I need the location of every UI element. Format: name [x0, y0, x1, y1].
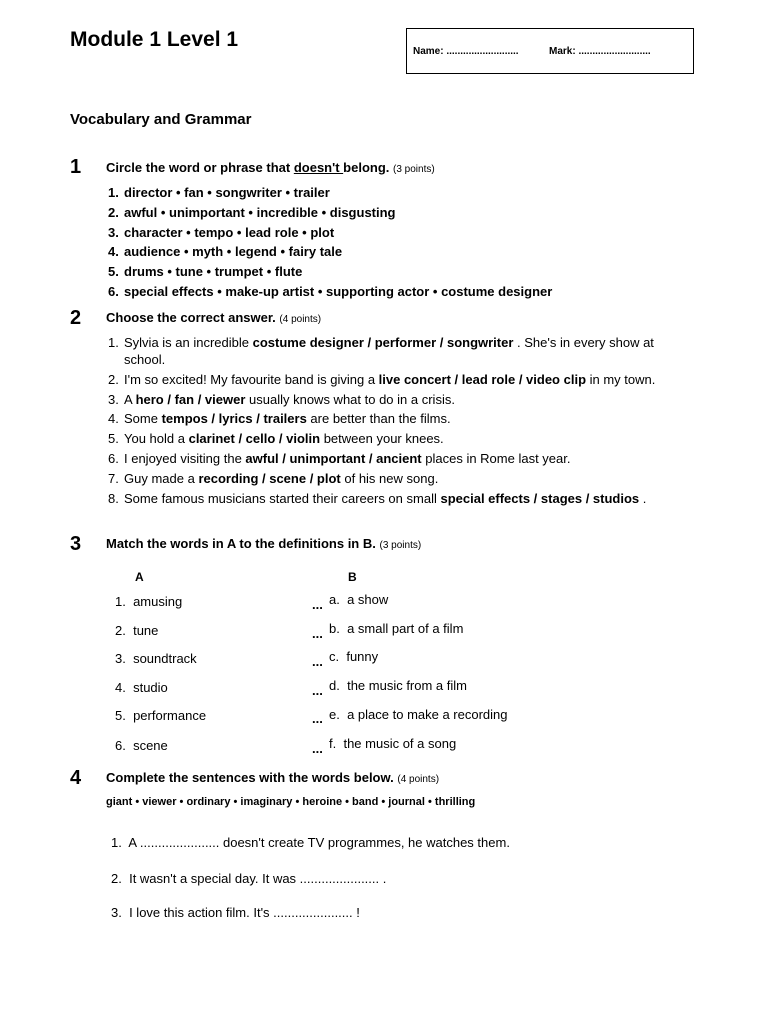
question-4-instruction: Complete the sentences with the words below. (4 points) [106, 770, 440, 785]
answer-blank: ... [312, 597, 323, 612]
list-item: 8. Some famous musicians started their careers on small special effects / stages / studios . [108, 490, 647, 506]
list-item: 3. A hero / fan / viewer usually knows what to do in a crisis. [108, 391, 455, 407]
match-word: 6. scene [115, 738, 168, 753]
list-item: 4. audience • myth • legend • fairy tale [108, 244, 343, 260]
match-definition: e. a place to make a recording [329, 707, 508, 722]
list-item: 1. A ...................... doesn't create TV programmes, he watches them. [111, 835, 510, 850]
section-heading: Vocabulary and Grammar [70, 111, 252, 128]
question-3-instruction: Match the words in A to the definitions in B. (3 points) [106, 536, 422, 551]
underlined-doesnt: doesn't [293, 160, 344, 175]
list-item: 1. Sylvia is an incredible costume designer / performer / songwriter . She's in every show at school. [108, 335, 654, 367]
match-definition: b. a small part of a film [329, 621, 464, 636]
match-definition: f. the music of a song [329, 736, 457, 751]
list-item: 5. drums • tune • trumpet • flute [108, 264, 303, 280]
match-definition: c. funny [329, 649, 379, 664]
answer-blank: ... [312, 626, 323, 641]
points-label: (3 points) [379, 540, 422, 551]
points-label: (4 points) [397, 774, 440, 785]
list-item: 2. awful • unimportant • incredible • disgusting [108, 204, 396, 220]
list-item: 5. You hold a clarinet / cello / violin between your knees. [108, 431, 444, 447]
match-word: 2. tune [115, 623, 159, 638]
column-b-header: B [348, 570, 357, 584]
list-item: 2. It wasn't a special day. It was ...................... . [111, 871, 387, 886]
answer-blank: ... [312, 683, 323, 698]
match-word: 5. performance [115, 708, 207, 723]
name-field-label: Name: .......................... [413, 46, 519, 57]
answer-blank: ... [312, 741, 323, 756]
column-a-header: A [135, 570, 144, 584]
answer-blank: ... [312, 711, 323, 726]
match-word: 4. studio [115, 680, 168, 695]
mark-field-label: Mark: .......................... [549, 46, 651, 57]
word-bank: giant • viewer • ordinary • imaginary • heroine • band • journal • thrilling [106, 796, 476, 808]
list-item: 3. character • tempo • lead role • plot [108, 224, 335, 240]
list-item: 3. I love this action film. It's ...................... ! [111, 905, 360, 920]
list-item: 6. special effects • make-up artist • supporting actor • costume designer [108, 283, 553, 299]
question-2-number: 2 [70, 307, 82, 329]
page-title: Module 1 Level 1 [70, 28, 239, 51]
list-item: 4. Some tempos / lyrics / trailers are better than the films. [108, 411, 451, 427]
match-word: 1. amusing [115, 594, 183, 609]
question-2-list [108, 334, 693, 509]
match-definition: d. the music from a film [329, 678, 467, 693]
points-label: (3 points) [393, 164, 435, 175]
list-item: 6. I enjoyed visiting the awful / unimportant / ancient places in Rome last year. [108, 450, 571, 466]
answer-blank: ... [312, 654, 323, 669]
question-4-number: 4 [70, 767, 82, 789]
question-3-number: 3 [70, 533, 82, 555]
question-2-instruction: Choose the correct answer. (4 points) [106, 310, 322, 325]
match-definition: a. a show [329, 592, 389, 607]
list-item: 7. Guy made a recording / scene / plot of his new song. [108, 470, 439, 486]
question-1-number: 1 [70, 156, 82, 178]
question-1-instruction: Circle the word or phrase that doesn't belong. (3 points) [106, 160, 435, 175]
list-item: 1. director • fan • songwriter • trailer [108, 185, 330, 200]
list-item: 2. I'm so excited! My favourite band is giving a live concert / lead role / video clip in my town. [108, 371, 656, 387]
points-label: (4 points) [279, 314, 322, 325]
match-word: 3. soundtrack [115, 651, 197, 666]
name-mark-box [406, 28, 694, 74]
question-1-list [108, 184, 708, 303]
